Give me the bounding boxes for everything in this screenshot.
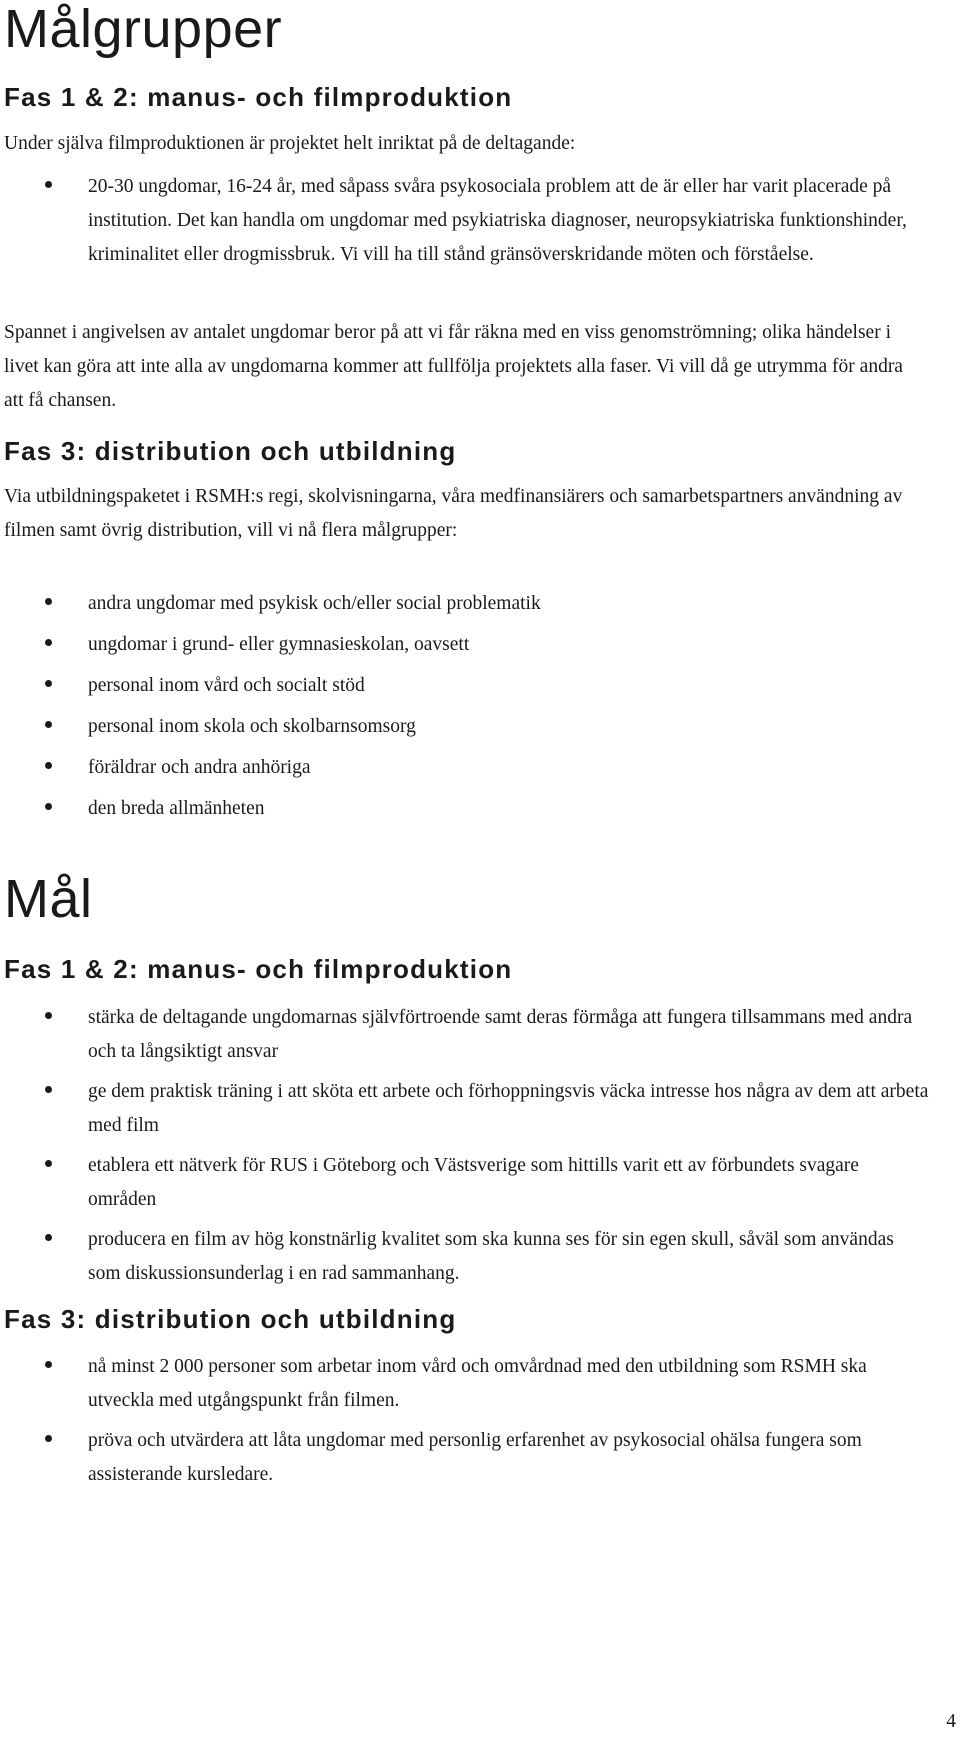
heading-malgrupper-phase12: Fas 1 & 2: manus- och filmproduktion — [4, 82, 513, 112]
list-item-text: etablera ett nätverk för RUS i Göteborg och Västsverige som hittills varit ett av förbundets svagare områden — [88, 1155, 859, 1210]
list-item — [0, 669, 930, 703]
list-item — [0, 628, 930, 662]
heading-mal-phase3: Fas 3: distribution och utbildning — [4, 1304, 457, 1334]
intro-malgrupper-phase12: Under själva filmproduktionen är projektet helt inriktat på de deltagande: — [4, 133, 576, 154]
bullet-icon — [45, 1234, 52, 1241]
bullet-list-mal-phase12 — [0, 1001, 930, 1291]
list-item — [0, 1075, 930, 1143]
heading-mal-phase12: Fas 1 & 2: manus- och filmproduktion — [4, 954, 513, 984]
bullet-icon — [45, 181, 52, 188]
list-item — [0, 1001, 930, 1069]
bullet-list-malgrupper-phase12 — [0, 170, 930, 272]
list-item — [0, 792, 930, 826]
list-item — [0, 1424, 930, 1492]
list-item-text: ge dem praktisk träning i att sköta ett arbete och förhoppningsvis väcka intresse hos några av dem att arbeta med film — [88, 1081, 929, 1136]
list-item-text: ungdomar i grund- eller gymnasieskolan, oavsett — [88, 634, 470, 655]
bullet-icon — [45, 598, 52, 605]
list-item — [0, 710, 930, 744]
bullet-icon — [45, 639, 52, 646]
bullet-icon — [45, 1435, 52, 1442]
page-number: 4 — [946, 1711, 956, 1732]
bullet-icon — [45, 803, 52, 810]
bullet-icon — [45, 680, 52, 687]
list-item — [0, 1350, 930, 1418]
list-item-text: stärka de deltagande ungdomarnas självförtroende samt deras förmåga att fungera tillsammans med andra och ta långsiktigt ansvar — [88, 1007, 913, 1062]
heading-malgrupper-phase3: Fas 3: distribution och utbildning — [4, 436, 457, 466]
list-item-text: den breda allmänheten — [88, 798, 265, 819]
list-item-text: personal inom skola och skolbarnsomsorg — [88, 716, 416, 737]
bullet-list-malgrupper-phase3 — [0, 587, 930, 826]
section-title-mal: Mål — [4, 869, 93, 929]
bullet-list-mal-phase3 — [0, 1350, 930, 1492]
list-item — [0, 587, 930, 621]
list-item — [0, 170, 930, 272]
list-item-text: föräldrar och andra anhöriga — [88, 757, 311, 778]
paragraph-malgrupper-phase12: Spannet i angivelsen av antalet ungdomar beror på att vi får räkna med en viss genomströmning; olika händelser i livet kan göra att inte alla av ungdomarna kommer att fullfölja projektets alla faser. Vi vill då ge utrymma för andra att få chansen. — [4, 322, 903, 411]
list-item-text: nå minst 2 000 personer som arbetar inom vård och omvårdnad med den utbildning som RSMH ska utveckla med utgångspunkt från filmen. — [88, 1356, 867, 1411]
list-item-text: 20-30 ungdomar, 16-24 år, med såpass svåra psykosociala problem att de är eller har varit placerade på institution. Det kan handla om ungdomar med psykiatriska diagnoser, neuropsykiatriska funktionshinder, kriminalitet eller drogmissbruk. Vi vill ha till stånd gränsöverskridande möten och förståelse. — [88, 176, 907, 265]
intro-malgrupper-phase3: Via utbildningspaketet i RSMH:s regi, skolvisningarna, våra medfinansiärers och samarbetspartners användning av filmen samt övrig distribution, vill vi nå flera målgrupper: — [4, 486, 903, 541]
list-item-text: andra ungdomar med psykisk och/eller social problematik — [88, 593, 541, 614]
bullet-icon — [45, 762, 52, 769]
list-item — [0, 1149, 930, 1217]
list-item-text: personal inom vård och socialt stöd — [88, 675, 365, 696]
bullet-icon — [45, 1012, 52, 1019]
bullet-icon — [45, 1086, 52, 1093]
section-title-malgrupper: Målgrupper — [4, 0, 283, 59]
bullet-icon — [45, 1160, 52, 1167]
list-item-text: producera en film av hög konstnärlig kvalitet som ska kunna ses för sin egen skull, såväl som användas som diskussionsunderlag i en rad sammanhang. — [88, 1229, 894, 1284]
list-item — [0, 1223, 930, 1291]
bullet-icon — [45, 721, 52, 728]
list-item-text: pröva och utvärdera att låta ungdomar med personlig erfarenhet av psykosocial ohälsa fungera som assisterande kursledare. — [88, 1430, 862, 1485]
bullet-icon — [45, 1361, 52, 1368]
list-item — [0, 751, 930, 785]
